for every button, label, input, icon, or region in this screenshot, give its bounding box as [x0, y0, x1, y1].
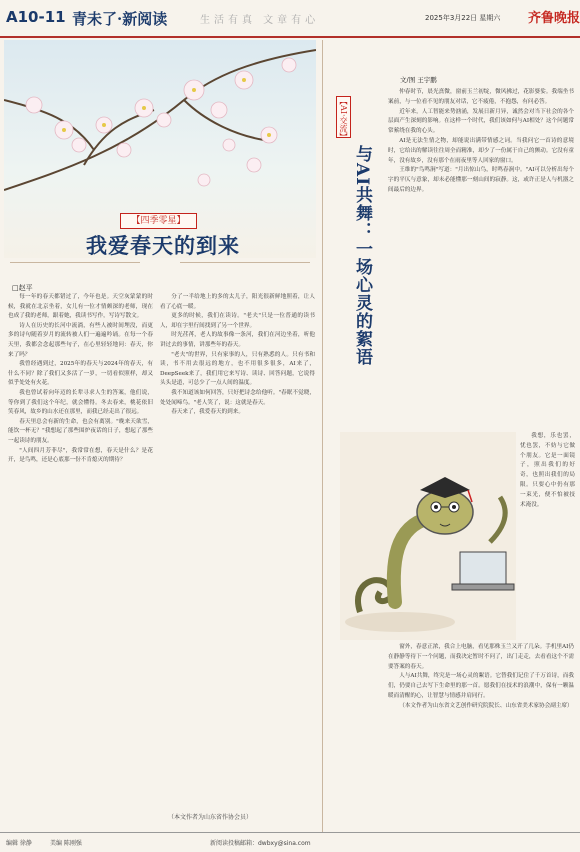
column-divider	[322, 40, 323, 832]
footer-email: 新阅读投稿邮箱：dwbxy@sina.com	[210, 840, 311, 847]
page-number: A10-11	[6, 8, 66, 26]
author-note-right: （本文作者为山东省文艺创作研究院院长、山东省美术家协会副主席）	[399, 702, 573, 709]
article-title: 我爱春天的到来	[86, 233, 240, 258]
article-author-right: 文/图 王宇鹏	[400, 76, 437, 84]
footer-designer: 美编 陈刚强	[50, 840, 82, 847]
article-column-right-1: 仲春时节，晨光熹微，窗前玉兰初绽，微风拂过，花影婆娑。我端坐书案前，与一位看不见的朋友对话，它不疲倦，不抱怨，有问必答。 近年来，人工智能来势汹涌，发展日新月异，诚然会对当下社会的各个层面产生深刻的影响。在这样一个时代，我们该如何与AI相处？这个问题常常萦绕在我的心头。 AI是无法生情之物，却能说出满带情感之词。当我问它一首诗的意境时，它给出的解读往往周全而精准，却少了一份属于自己的颤动。它没有童年，没有故乡，没有那个在雨夜里等人回家的窗口。 王维的"鸟鸣涧"写道："月出惊山鸟，时鸣春涧中。"AI可以分析出每个字的平仄与意象，却未必能懂那一刻山间的寂静。这，或许正是人与机器之间最后的边界。	[388, 89, 574, 193]
column-tag-right: 【AI·交流】	[336, 96, 351, 138]
section-tagline: 生活有真 文章有心	[200, 15, 320, 26]
snake-reading-illustration	[340, 432, 516, 640]
article-title-right: 与AI共舞：一场心灵的絮语	[352, 145, 372, 367]
author-note: （本文作者为山东省作协会员）	[168, 814, 253, 821]
footer-editor: 编辑 徐静	[6, 840, 32, 847]
article-column-1: 每一年的春天都错过了，今年也是。天空灰蒙蒙的时候，我就在北京坐着，女儿有一位才情颇深的老师，现在也成了我的老师，跟着她，我读书写作，写诗写散文。 诗人在历史的长河中流淌，有些人被时间埋没，而更多的诗句随着岁月的流转被人们一遍遍吟诵。在每一个春天里，我都会念起那些句子，在心里轻轻地问：春天，你来了吗？ 我曾经遇到过，2025年的春天与2024年的春天，有什么不同？除了我们又多活了一岁，一切看似照样，却又似乎处处有火花。 我也曾试着向年迈的长辈寻求人生的答案，他们说，等你到了我们这个年纪，就会懂得。冬去春来，桃花依旧笑春风，故乡的山水还在那里，而我已经走出了很远。 春天里总会有新的生命，也会有离别。"晚来天欲雪，能饮一杯无？"我想起了那些围炉夜话的日子，想起了那些一起读诗的朋友。 "人间四月芳菲尽"，我常常在想，春天是什么？是花开，是鸟鸣，还是心底那一份不肯熄灭的期待？	[8, 294, 153, 464]
column-tag: 【四季零星】	[120, 213, 197, 229]
page-footer	[0, 832, 580, 852]
title-rule-left	[10, 262, 140, 263]
article-author: □赵平	[12, 284, 33, 292]
page-header	[0, 0, 580, 38]
title-rule-right	[180, 262, 310, 263]
section-title: 青未了·新阅读	[72, 10, 168, 28]
article-column-2: 分了一半给地上的多的太儿子，阳光很新鲜地照着，让人看了心底一暖。 更多的时候，我们在读诗。"老夫"只是一位普通的读书人，却在字里行间找到了另一个世界。 时光荏苒，老人的故事像一条河，我们在河边坐着，听他讲过去的事情，讲那些年的春天。 "老夫"的世界，只有家事的人，只有熟悉的人。只有书和读，书不用去很远的地方，也不用很多很多，AI来了，DeepSeek来了，我们用它来写诗、读诗、回答问题，它说得头头是道，可总少了一点人间的温度。 我不知道该如何回答，只好把诗念给他听。"春眠不觉晓，处处闻啼鸟。"老人笑了，说：这就是春天。 春天来了，我爱春天的到来。	[160, 294, 315, 416]
issue-date: 2025年3月22日 星期六	[425, 14, 501, 22]
article-column-right-2: 我想，乐也罢，忧也罢，不妨与它做个朋友。它是一面镜子，照出我们的好奇，也照出我们的局限。只要心中仍有那一束光，便不怕被技术淹没。	[520, 433, 575, 508]
newspaper-logo: 齐鲁晚报	[528, 11, 580, 26]
article-column-right-3: 窗外，春意正浓，我合上电脑，看见那株玉兰又开了几朵。手机里AI仍在静静等待下一个问题，而我决定暂时不问了，出门走走，去看看这个不需要答案的春天。 人与AI共舞，终究是一场心灵的絮语。它替我们记住了千万首诗，而我们，仍要自己去写下生命里的那一首。愿我们在技术的浪潮中，保有一颗温暖而清醒的心，让智慧与情感并肩同行。 （本文作者为山东省文艺创作研究院院长、山东省美术家协会副主席）	[388, 643, 574, 825]
